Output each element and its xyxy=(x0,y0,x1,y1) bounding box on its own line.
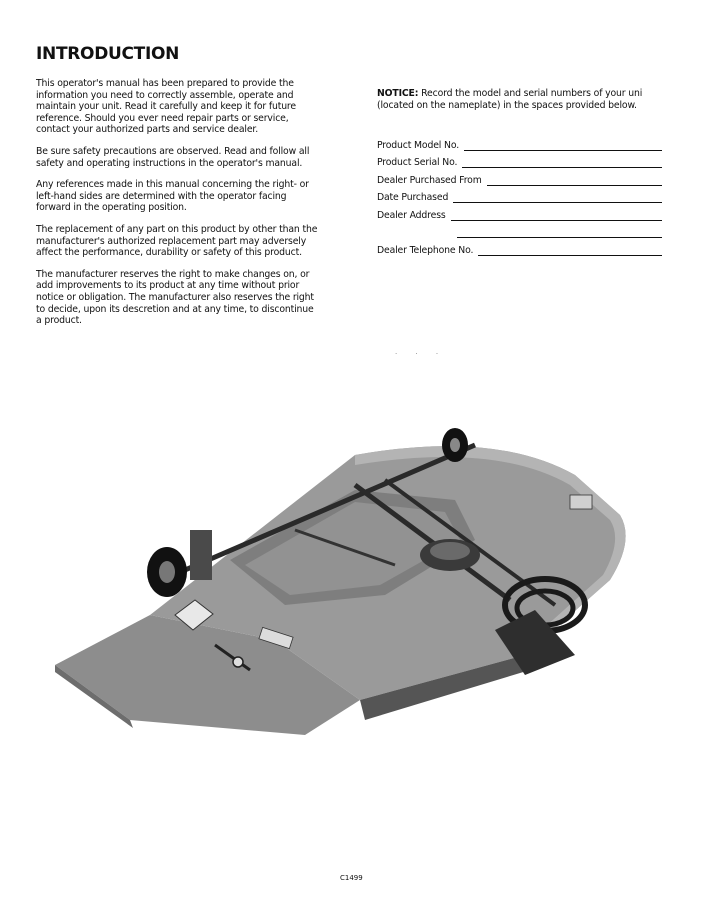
page-title: INTRODUCTION xyxy=(36,44,180,64)
logo-decal xyxy=(570,495,592,509)
caster-wheel-hub xyxy=(159,561,175,583)
field-dealer-address xyxy=(377,203,662,221)
field-dealer-purchased-from xyxy=(377,168,662,186)
blank-line xyxy=(478,246,662,256)
safety-paragraph: Be sure safety precautions are observed. Read and follow all safety and operating instructions in the operator's manual. xyxy=(36,145,310,169)
notice-body: Record the model and serial numbers of your uni (located on the nameplate) in the spaces provided below. xyxy=(377,88,643,111)
intro-paragraph: This operator's manual has been prepared to provide the information you need to correctly assemble, operate and maintain your unit. Read it carefully and keep it for future reference. Should you ever need repair parts or service, contact your authorized parts and service dealer. xyxy=(36,78,296,136)
field-serial-number xyxy=(377,151,662,169)
manufacturer-paragraph: The manufacturer reserves the right to make changes on, or add improvements to its product at any time without prior notice or obligation. The manufacturer also reserves the right to decide, upon its descretion and at any time, to discontinue a product. xyxy=(36,268,314,327)
record-column xyxy=(377,88,662,256)
caster-wheel-hub xyxy=(450,438,460,452)
field-dealer-telephone xyxy=(377,238,662,256)
notice-label: NOTICE: xyxy=(377,88,419,99)
field-label: Dealer Purchased From xyxy=(377,174,482,186)
caster-bracket xyxy=(190,530,212,580)
field-label: Product Serial No. xyxy=(377,157,458,169)
blank-line xyxy=(453,193,662,203)
orientation-paragraph: Any references made in this manual concerning the right- or left-hand sides are determined with the operator facing forward in the operating position. xyxy=(36,179,309,214)
blank-line xyxy=(464,141,662,151)
field-date-purchased xyxy=(377,186,662,204)
pulley-hub xyxy=(430,542,470,560)
blank-line xyxy=(462,158,662,168)
blank-line xyxy=(451,211,662,221)
field-label: Date Purchased xyxy=(377,192,449,204)
scan-specks: · · · xyxy=(395,350,447,358)
notice-text xyxy=(377,88,662,111)
field-label: Dealer Telephone No. xyxy=(377,244,474,256)
latch-pin xyxy=(233,657,243,667)
replacement-paragraph: The replacement of any part on this product by other than the manufacturer's authorized replacement part may adversely affect the performance, durability or safety of this product. xyxy=(36,223,318,259)
field-dealer-address-continued xyxy=(377,221,662,239)
figure-code: C1499 xyxy=(340,874,363,882)
field-label: Product Model No. xyxy=(377,139,460,151)
blank-line xyxy=(487,176,662,186)
field-label: Dealer Address xyxy=(377,209,446,221)
mower-deck-photo xyxy=(55,390,655,770)
field-model-number xyxy=(377,133,662,151)
blank-line xyxy=(457,228,662,238)
intro-text-column xyxy=(36,78,318,337)
